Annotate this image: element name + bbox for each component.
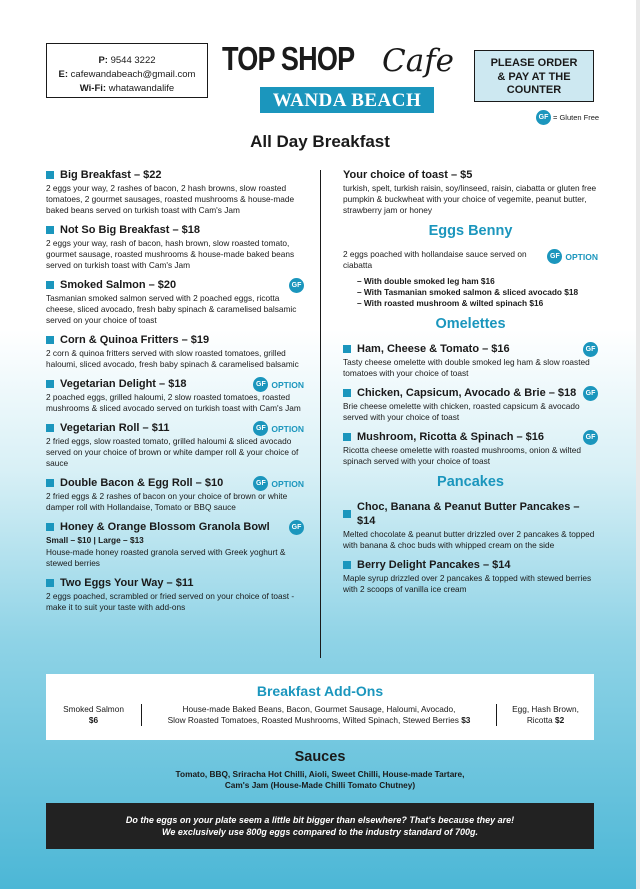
bullet-icon [343,510,351,518]
menu-item: Mushroom, Ricotta & Spinach – $16 GF Ricotta cheese omelette with roasted mushrooms, onion & wilted spinach served with your choice of toast [343,430,598,467]
menu-item: Smoked Salmon – $20 GF Tasmanian smoked salmon served with 2 poached eggs, ricotta cheese, sliced avocado, fresh baby spinach & caramelised balsamic served on your choice of toast [46,278,304,326]
gluten-free-icon: GF [253,377,268,392]
bullet-icon [343,389,351,397]
right-column [343,168,598,602]
bullet-icon [46,171,54,179]
toast-item: Your choice of toast – $5 turkish, spelt, turkish raisin, soy/linseed, raisin, ciabatta or gluten free pumpkin & buckwheat with your choice of vegemite, peanut butter, strawberry jam or honey [343,169,597,215]
menu-item: Chicken, Capsicum, Avocado & Brie – $18 GF Brie cheese omelette with chicken, roasted capsicum & avocado served with your choice of toast [343,386,598,423]
gluten-free-icon: GF [583,342,598,357]
order-notice: PLEASE ORDER & PAY AT THE COUNTER [474,50,594,102]
menu-item: Double Bacon & Egg Roll – $10 GF OPTION 2 fried eggs & 2 rashes of bacon on your choice of brown or white damper roll with Hollandaise, Tomato or BBQ sauce [46,477,304,512]
logo [222,40,462,116]
gf-legend: GF = Gluten Free [536,110,599,125]
gluten-free-icon: GF [536,110,551,125]
addon-cell: Smoked Salmon $6 [63,704,124,725]
contact-box [46,43,208,98]
bullet-icon [46,226,54,234]
menu-item: Vegetarian Delight – $18 GF OPTION 2 poached eggs, grilled haloumi, 2 slow roasted tomatoes, roasted mushrooms & sliced avocado served on turkish toast with Cam's Jam [46,378,304,413]
gluten-free-icon: GF [289,278,304,293]
column-divider [320,170,321,658]
gluten-free-icon: GF [253,476,268,491]
bullet-icon [46,380,54,388]
gluten-free-icon: GF [583,386,598,401]
menu-item: Ham, Cheese & Tomato – $16 GF Tasty cheese omelette with double smoked leg ham & slow roasted tomatoes with your choice of toast [343,342,598,379]
menu-item: Choc, Banana & Peanut Butter Pancakes – $14 Melted chocolate & peanut butter drizzled over 2 pancakes & topped with banana & choc buds with whipped cream on the side [343,501,595,550]
eggs-benny-heading: Eggs Benny [428,223,513,239]
menu-item: Vegetarian Roll – $11 GF OPTION 2 fried eggs, slow roasted tomato, grilled haloumi & sliced avocado served on your choice of brown or white damper roll & your choice of sauce [46,422,304,468]
page-title: All Day Breakfast [250,132,390,151]
phone-line: P: 9544 3222 [98,55,156,66]
menu-item: Not So Big Breakfast – $18 2 eggs your way, rash of bacon, hash brown, slow roasted tomato, gourmet sausage, roasted mushrooms & house-made baked beans served on turkish toast with Cam's Jam [46,224,295,270]
email-line: E: cafewandabeach@gmail.com [58,69,196,80]
sauces-heading: Sauces [294,749,346,765]
menu-item: Corn & Quinoa Fritters – $19 2 corn & quinoa fritters served with slow roasted tomatoes, grilled haloumi, sliced avocado, fresh baby spinach & caramelised balsamic [46,334,299,369]
logo-location-bar: WANDA BEACH [260,87,434,113]
logo-cafe-script: Cafe [382,43,455,79]
bullet-icon [46,336,54,344]
gluten-free-icon: GF [253,421,268,436]
sauces-list: Tomato, BBQ, Sriracha Hot Chilli, Aioli, Sweet Chilli, House-made Tartare, Cam's Jam (House-Made Chilli Tomato Chutney) [175,769,465,790]
menu-item: Big Breakfast – $22 2 eggs your way, 2 rashes of bacon, 2 hash browns, slow roasted tomatoes, 2 gourmet sausages, roasted mushrooms & house-made baked beans served on turkish toast with Cam's Jam [46,169,295,215]
omelettes-heading: Omelettes [435,316,506,332]
gluten-free-icon: GF [289,520,304,535]
eggs-note-banner: Do the eggs on your plate seem a little bit bigger than elsewhere? That's because they are! We exclusively use 800g eggs compared to the industry standard of 700g. [46,803,594,849]
bullet-icon [343,561,351,569]
menu-item: Two Eggs Your Way – $11 2 eggs poached, scrambled or fried served on your choice of toast - make it to suit your taste with add-ons [46,577,295,612]
bullet-icon [46,424,54,432]
eggs-benny-options: – With double smoked leg ham $16 – With Tasmanian smoked salmon & sliced avocado $18 – With roasted mushroom & wilted spinach $16 [357,276,579,308]
addons-row [46,704,594,726]
menu-item: Berry Delight Pancakes – $14 Maple syrup drizzled over 2 pancakes & topped with stewed berries with 2 scoops of vanilla ice cream [343,559,592,594]
bullet-icon [46,579,54,587]
addons-panel [46,674,594,740]
left-column [46,168,304,620]
logo-top-text: TOP SHOP [222,40,355,77]
gluten-free-icon: GF [583,430,598,445]
bullet-icon [46,479,54,487]
pancakes-heading: Pancakes [437,474,504,490]
addon-cell: Egg, Hash Brown, Ricotta $2 [496,704,594,726]
gluten-free-icon: GF [547,249,562,264]
bullet-icon [46,281,54,289]
wifi-line: Wi-Fi: whatawandalife [79,83,175,94]
bullet-icon [343,433,351,441]
addons-heading: Breakfast Add-Ons [256,683,384,699]
bullet-icon [343,345,351,353]
addon-cell: House-made Baked Beans, Bacon, Gourmet Sausage, Haloumi, Avocado, Slow Roasted Tomatoes, Roasted Mushrooms, Wilted Spinach, Stewed Berries $3 [141,704,496,726]
eggs-benny-item: 2 eggs poached with hollandaise sauce served on ciabatta GF OPTION – With double smoked leg ham $16 – With Tasmanian smoked salmon & sliced avocado $18 – With roasted mushroom & wilted spinach $16 [343,249,598,308]
menu-item: Honey & Orange Blossom Granola Bowl GF Small – $10 | Large – $13 House-made honey roasted granola served with Greek yoghurt & stewed berries [46,520,304,569]
bullet-icon [46,523,54,531]
